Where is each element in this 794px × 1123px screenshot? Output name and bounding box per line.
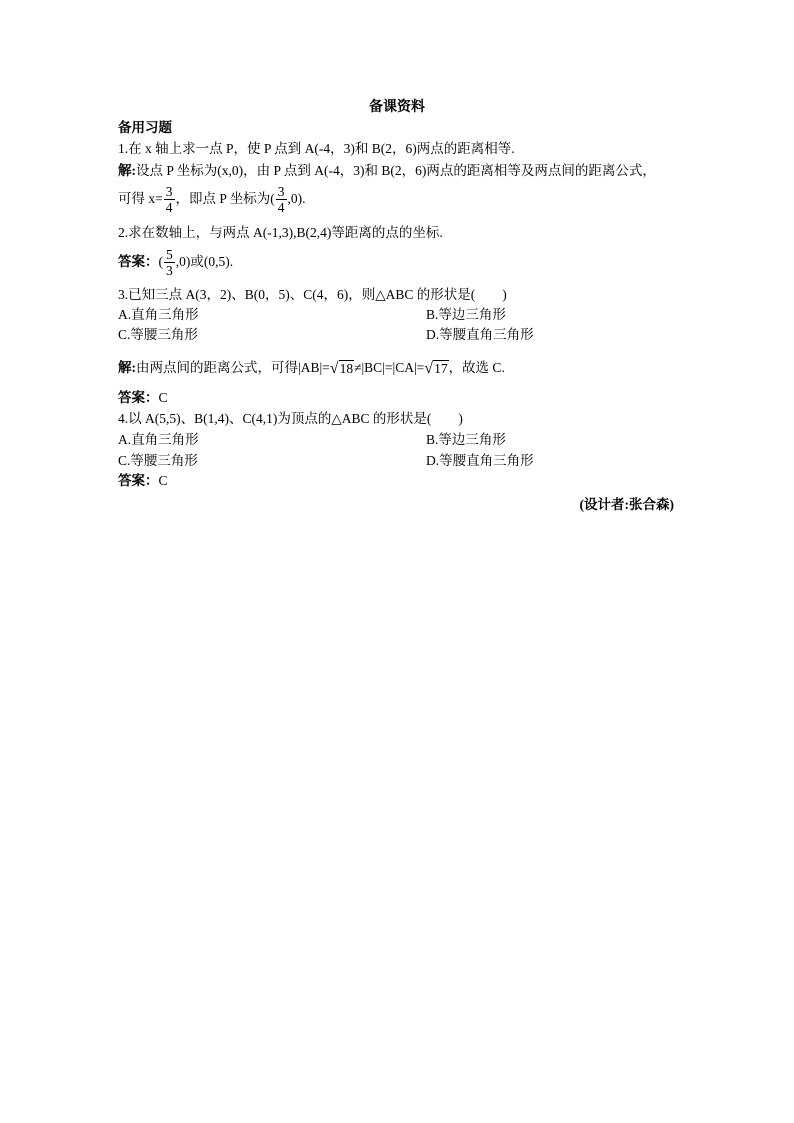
q1-sol-text-b: ，即点 P 坐标为( (175, 191, 275, 206)
q2-answer-text-a: ( (158, 254, 163, 269)
sqrt-radicand: 17 (434, 361, 448, 377)
question-1: 1.在 x 轴上求一点 P，使 P 点到 A(-4，3)和 B(2，6)两点的距离相等. (118, 141, 515, 156)
q4-answer-label: 答案： (118, 473, 159, 488)
q4-answer (118, 472, 168, 490)
question-2: 2.求在数轴上，与两点 A(-1,3),B(2,4)等距离的点的坐标. (118, 225, 443, 240)
question-4: 4.以 A(5,5)、B(1,4)、C(4,1)为顶点的△ABC 的形状是( ) (118, 411, 463, 426)
page-title: 备课资料 (369, 100, 425, 115)
section-heading: 备用习题 (118, 120, 172, 135)
q3-option-b: B.等边三角形 (426, 307, 506, 322)
q1-fraction-2 (276, 184, 287, 215)
fraction-numerator: 3 (277, 184, 285, 200)
q2-fraction (164, 247, 175, 278)
q4-option-d: D.等腰直角三角形 (426, 453, 534, 468)
fraction-denominator: 4 (165, 200, 173, 216)
q1-solution-label: 解: (118, 163, 136, 178)
fraction-denominator: 4 (277, 200, 285, 216)
q3-solution (118, 357, 505, 379)
q3-solution-label: 解: (118, 360, 136, 375)
q1-solution-text: 设点 P 坐标为(x,0)，由 P 点到 A(-4，3)和 B(2，6)两点的距离相等及两点间的距离公式， (136, 163, 656, 178)
fraction-numerator: 3 (165, 184, 173, 200)
question-3: 3.已知三点 A(3，2)、B(0，5)、C(4，6)，则△ABC 的形状是( ) (118, 287, 507, 302)
sqrt-18: √ 18 (329, 360, 354, 378)
q4-option-a: A.直角三角形 (118, 432, 199, 447)
q1-sol-text-a: 可得 x= (118, 191, 163, 206)
q1-sol-text-c: ,0). (287, 191, 306, 206)
q4-option-c: C.等腰三角形 (118, 453, 198, 468)
q2-answer-text-b: ,0)或(0,5). (175, 254, 234, 269)
q1-solution-line2 (118, 182, 306, 216)
q1-solution-line1 (118, 162, 656, 180)
q3-answer-value: C (158, 390, 168, 405)
sqrt-radicand: 18 (339, 361, 354, 377)
q3-answer (118, 389, 168, 407)
fraction-denominator: 3 (166, 263, 173, 279)
designer-credit: (设计者:张合森) (579, 497, 674, 512)
q2-answer (118, 244, 233, 280)
q3-solution-text-c: ，故选 C. (448, 360, 505, 375)
q3-answer-label: 答案： (118, 390, 159, 405)
q2-answer-label: 答案： (118, 254, 159, 269)
q1-fraction-1 (164, 184, 175, 215)
sqrt-17: √ 17 (424, 360, 448, 378)
fraction-numerator: 5 (166, 247, 173, 263)
q3-option-c: C.等腰三角形 (118, 327, 198, 342)
q3-option-a: A.直角三角形 (118, 307, 199, 322)
q3-option-d: D.等腰直角三角形 (426, 327, 534, 342)
q4-option-b: B.等边三角形 (426, 432, 506, 447)
q3-solution-text-b: ≠|BC|=|CA|= (354, 360, 425, 375)
q3-solution-text-a: 由两点间的距离公式，可得|AB|= (136, 360, 330, 375)
q4-answer-value: C (158, 473, 168, 488)
